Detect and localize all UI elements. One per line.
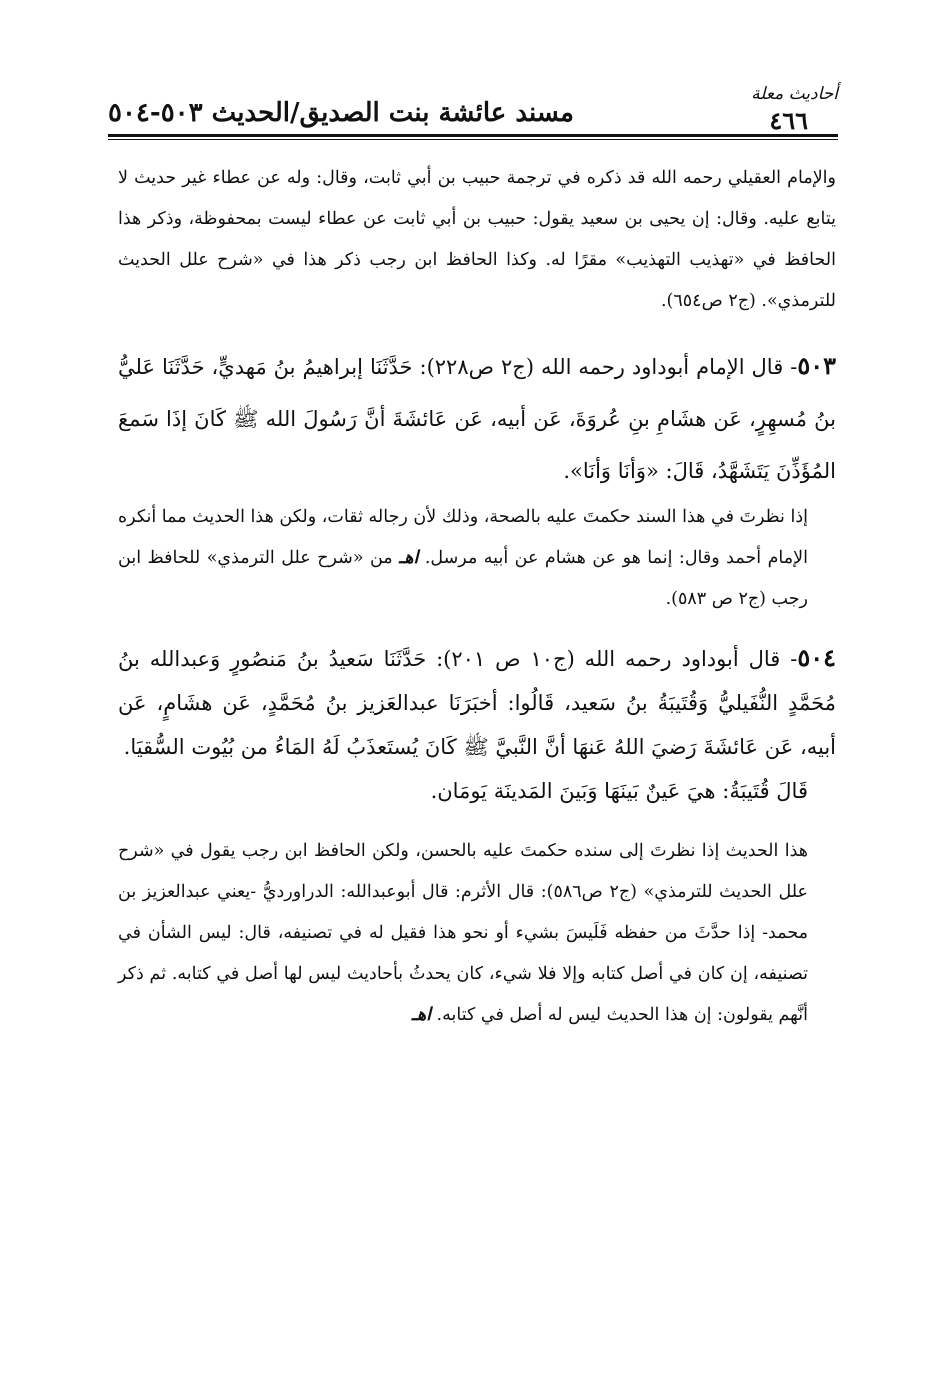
end-mark: اهـ <box>399 548 419 568</box>
header-corner-label: أحاديث معلة <box>751 84 838 104</box>
commentary-503 <box>118 497 836 620</box>
commentary-504 <box>118 831 836 1036</box>
page-number: ٤٦٦ <box>769 106 808 135</box>
end-mark: اهـ <box>411 1005 431 1025</box>
commentary-503-text: إذا نظرتَ في هذا السند حكمتَ عليه بالصحة، وذلك لأن رجاله ثقات، ولكن هذا الحديث مما أنكره الإمام أحمد وقال: إنما هو عن هشام عن أبيه مرسل. <box>118 507 808 568</box>
hadith-text-503: - قال الإمام أبوداود رحمه الله (ج٢ ص٢٢٨): حَدَّثَنَا إبراهيمُ بنُ مَهديٍّ، حَدَّثَنَا عَليُّ بنُ مُسهِرٍ، عَن هشَامِ بنِ عُروَةَ، عَن أبيه، عَن عَائشَةَ أنَّ رَسُولَ الله ﷺ كَانَ إذَا سَمعَ المُؤَذِّنَ يَتَشَهَّدُ، قَالَ: «وَأنَا وَأنَا». <box>118 355 836 483</box>
running-title: مسند عائشة بنت الصديق/الحديث ٥٠٣-٥٠٤ <box>108 98 574 128</box>
header-rule <box>108 134 838 140</box>
commentary-503-source: من «شرح علل الترمذي» للحافظ ابن رجب (ج٢ ص ٥٨٣). <box>118 548 808 609</box>
page-header <box>108 84 838 142</box>
hadith-number-503: ٥٠٣ <box>797 351 836 380</box>
hadith-504 <box>118 636 836 769</box>
qutayba-note: قَالَ قُتَيبَةُ: هيَ عَينٌ بَينَهَا وَبَينَ المَدينَة يَومَان. <box>430 779 808 803</box>
hadith-503 <box>118 340 836 497</box>
page-body <box>118 158 836 1036</box>
hadith-number-504: ٥٠٤ <box>797 643 836 672</box>
hadith-text-504: - قال أبوداود رحمه الله (ج١٠ ص ٢٠١): حَدَّثَنَا سَعيدُ بنُ مَنصُورٍ وَعبدالله بنُ مُحَمَّدٍ النُّفَيليُّ وَقُتَيبَةُ بنُ سَعيد، قَالُوا: أخبَرَنَا عبدالعَزيز بنُ مُحَمَّدٍ، عَن هشَامٍ، عَن أبيه، عَن عَائشَةَ رَضيَ اللهُ عَنهَا أنَّ النَّبيَّ ﷺ كَانَ يُستَعذَبُ لَهُ المَاءُ من بُيُوت السُّقيَا. <box>118 647 836 759</box>
commentary-504-text: هذا الحديث إذا نظرتَ إلى سنده حكمتَ عليه بالحسن، ولكن الحافظ ابن رجب يقول في «شرح علل الحديث للترمذي» (ج٢ ص٥٨٦): قال الأثرم: قال أبوعبدالله: الدراورديُّ -يعني عبدالعزيز بن محمد- إذا حدَّثَ من حفظه فَلَيسَ بشيء أو نحو هذا فقيل له في تصنيفه، قال: ليس الشأن في تصنيفه، إن كان في أصل كتابه وإلا فلا شيء، كان يحدثُ بأحاديث ليس لها أصل في كتابه. ثم ذكر أنَّهم يقولون: إن هذا الحديث ليس له أصل في كتابه. <box>118 841 808 1025</box>
paragraph-aqili: والإمام العقيلي رحمه الله قد ذكره في ترجمة حبيب بن أبي ثابت، وقال: وله عن عطاء غير حديث لا يتابع عليه. وقال: إن يحيى بن سعيد يقول: حبيب بن أبي ثابت عن عطاء ليست بمحفوظة، وذكر هذا الحافظ في «تهذيب التهذيب» مقرًا له. وكذا الحافظ ابن رجب ذكر هذا في «شرح علل الحديث للترمذي». (ج٢ ص٦٥٤). <box>118 168 836 311</box>
